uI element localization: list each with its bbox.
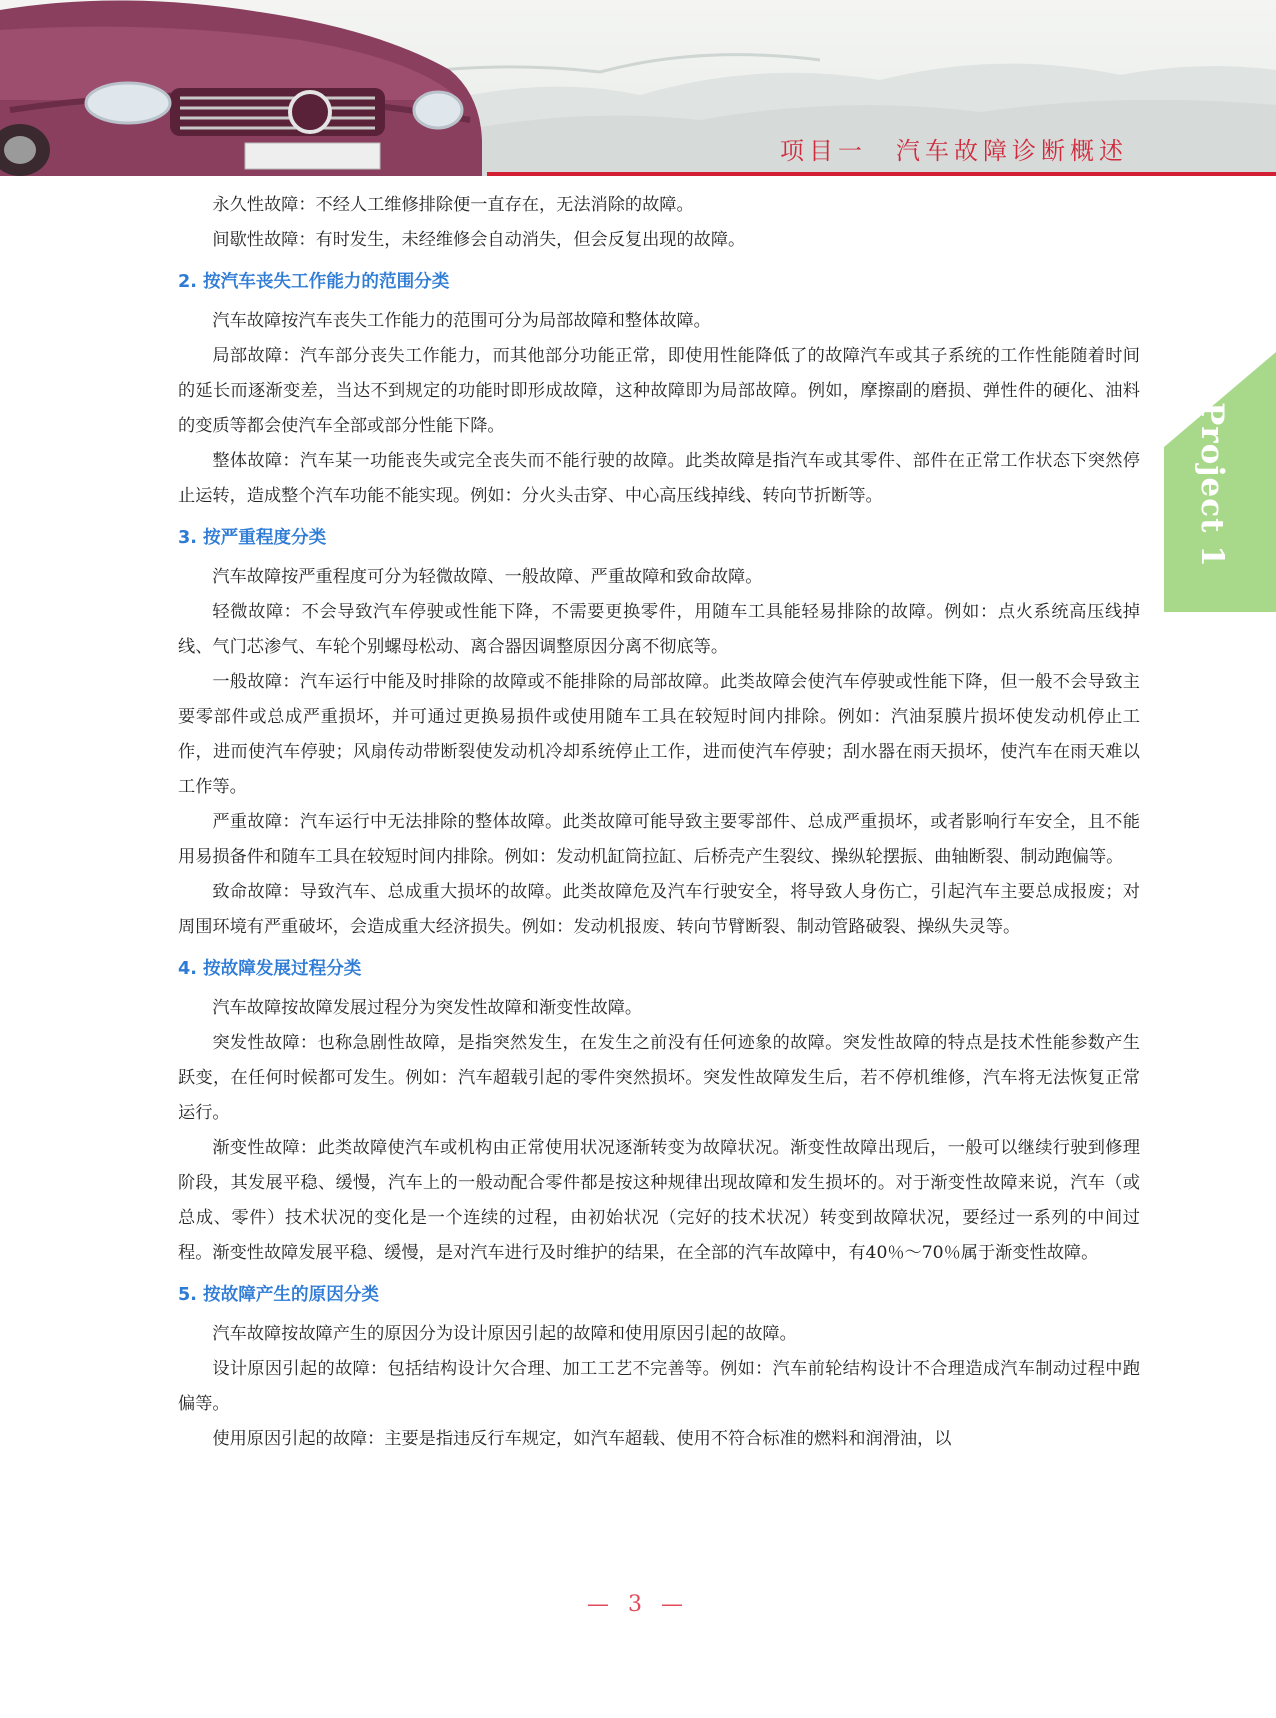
car-illustration bbox=[0, 0, 520, 176]
section-heading: 5. 按故障产生的原因分类 bbox=[178, 1285, 379, 1305]
body-text bbox=[178, 188, 1140, 1457]
paragraph: 严重故障：汽车运行中无法排除的整体故障。此类故障可能导致主要零部件、总成严重损坏，或者影响行车安全，且不能用易损备件和随车工具在较短时间内排除。例如：发动机缸筒拉缸、后桥壳产生裂纹、操纵轮摆振、曲轴断裂、制动跑偏等。 bbox=[178, 812, 1140, 867]
chapter-title: 项目一 汽车故障诊断概述 bbox=[780, 137, 1128, 165]
section-heading: 4. 按故障发展过程分类 bbox=[178, 959, 362, 979]
section-heading: 3. 按严重程度分类 bbox=[178, 528, 327, 548]
paragraph: 使用原因引起的故障：主要是指违反行车规定，如汽车超载、使用不符合标准的燃料和润滑油，以 bbox=[212, 1429, 952, 1449]
paragraph: 局部故障：汽车部分丧失工作能力，而其他部分功能正常，即使用性能降低了的故障汽车或其子系统的工作性能随着时间的延长而逐渐变差，当达不到规定的功能时即形成故障，这种故障即为局部故障。例如，摩擦副的磨损、弹性件的硬化、油料的变质等都会使汽车全部或部分性能下降。 bbox=[178, 346, 1140, 436]
paragraph: 永久性故障：不经人工维修排除便一直存在，无法消除的故障。 bbox=[212, 195, 694, 215]
page-header bbox=[0, 0, 1276, 176]
paragraph: 一般故障：汽车运行中能及时排除的故障或不能排除的局部故障。此类故障会使汽车停驶或性能下降，但一般不会导致主要零部件或总成严重损坏，并可通过更换易损件或使用随车工具在较短时间内排除。例如：汽油泵膜片损坏使发动机停止工作，进而使汽车停驶；风扇传动带断裂使发动机冷却系统停止工作，进而使汽车停驶；刮水器在雨天损坏，使汽车在雨天难以工作等。 bbox=[178, 672, 1140, 797]
paragraph: 渐变性故障：此类故障使汽车或机构由正常使用状况逐渐转变为故障状况。渐变性故障出现后，一般可以继续行驶到修理阶段，其发展平稳、缓慢，汽车上的一般动配合零件都是按这种规律出现故障和发生损坏的。对于渐变性故障来说，汽车（或总成、零件）技术状况的变化是一个连续的过程，由初始状况（完好的技术状况）转变到故障状况，要经过一系列的中间过程。渐变性故障发展平稳、缓慢，是对汽车进行及时维护的结果，在全部的汽车故障中，有40％～70％属于渐变性故障。 bbox=[178, 1138, 1140, 1263]
paragraph: 汽车故障按故障发展过程分为突发性故障和渐变性故障。 bbox=[212, 998, 643, 1018]
paragraph: 致命故障：导致汽车、总成重大损坏的故障。此类故障危及汽车行驶安全，将导致人身伤亡，引起汽车主要总成报废；对周围环境有严重破坏，会造成重大经济损失。例如：发动机报废、转向节臂断裂、制动管路破裂、操纵失灵等。 bbox=[178, 882, 1140, 937]
page-number: — 3 — bbox=[587, 1592, 689, 1617]
paragraph: 整体故障：汽车某一功能丧失或完全丧失而不能行驶的故障。此类故障是指汽车或其零件、部件在正常工作状态下突然停止运转，造成整个汽车功能不能实现。例如：分火头击穿、中心高压线掉线、转向节折断等。 bbox=[178, 451, 1140, 506]
section-heading: 2. 按汽车丧失工作能力的范围分类 bbox=[178, 272, 450, 292]
paragraph: 设计原因引起的故障：包括结构设计欠合理、加工工艺不完善等。例如：汽车前轮结构设计不合理造成汽车制动过程中跑偏等。 bbox=[178, 1359, 1140, 1414]
paragraph: 汽车故障按汽车丧失工作能力的范围可分为局部故障和整体故障。 bbox=[212, 311, 711, 331]
paragraph: 汽车故障按严重程度可分为轻微故障、一般故障、严重故障和致命故障。 bbox=[212, 567, 763, 587]
paragraph: 间歇性故障：有时发生，未经维修会自动消失，但会反复出现的故障。 bbox=[212, 230, 746, 250]
side-tab-label: Project 1 bbox=[1194, 402, 1230, 568]
paragraph: 轻微故障：不会导致汽车停驶或性能下降，不需要更换零件，用随车工具能轻易排除的故障。例如：点火系统高压线掉线、气门芯渗气、车轮个别螺母松动、离合器因调整原因分离不彻底等。 bbox=[178, 602, 1140, 657]
paragraph: 汽车故障按故障产生的原因分为设计原因引起的故障和使用原因引起的故障。 bbox=[212, 1324, 797, 1344]
paragraph: 突发性故障：也称急剧性故障，是指突然发生，在发生之前没有任何迹象的故障。突发性故障的特点是技术性能参数产生跃变，在任何时候都可发生。例如：汽车超载引起的零件突然损坏。突发性故障发生后，若不停机维修，汽车将无法恢复正常运行。 bbox=[178, 1033, 1140, 1123]
header-rule bbox=[487, 172, 1276, 176]
